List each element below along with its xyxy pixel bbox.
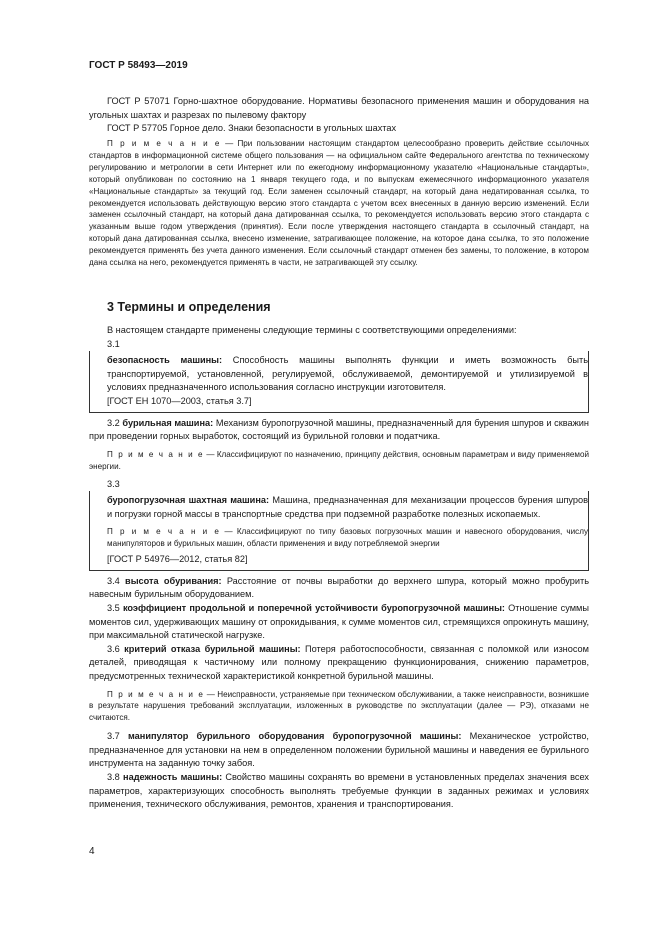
term-name: коэффициент продольной и поперечной устойчивости буропогрузочной машины: bbox=[122, 602, 505, 613]
term-number: 3.1 bbox=[107, 338, 120, 349]
term-number: 3.5 bbox=[107, 602, 120, 613]
term-name: надежность машины: bbox=[123, 772, 223, 782]
term-name: буропогрузочная шахтная машина: bbox=[107, 495, 270, 506]
term-name: критерий отказа бурильной машины: bbox=[124, 643, 301, 654]
term-definition: Отношение суммы моментов сил, удерживающих машину от опрокидывания, к сумме моментов сил, стремящихся опрокинуть машину, при максимальной статической нагрузке. bbox=[89, 602, 589, 641]
document-header: ГОСТ Р 58493—2019 bbox=[89, 60, 188, 71]
term-definition: Способность машины выполнять функции и иметь возможность быть транспортируемой, установленной, регулируемой, обслуживаемой, демонтируемой и утилизируемой в условиях предназначенного использования согласно инструкции изготовителя. bbox=[107, 355, 588, 393]
note-label: П р и м е ч а н и е bbox=[107, 139, 221, 148]
note-label: П р и м е ч а н и е bbox=[107, 527, 221, 537]
term-box-3-3 bbox=[89, 491, 589, 571]
term-number: 3.8 bbox=[107, 772, 120, 782]
term-definition: Механизм буропогрузочной машины, предназначенный для бурения шпуров и скважин при проведении горных выработок, состоящий из бурильной головки и податчика. bbox=[89, 417, 589, 442]
reference-item: ГОСТ Р 57705 Горное дело. Знаки безопасности в угольных шахтах bbox=[107, 123, 397, 134]
note-text: — При пользовании настоящим стандартом целесообразно проверить действие ссылочных стандартов в информационной системе общего пользования — на официальном сайте Федерального агентства по техническому регулированию и метрологии в сети Интернет или по ежегодному информационному указателю «Национальные стандарты», который опубликован по состоянию на 1 января текущего года, и по выпускам ежемесячного информационного указателя «Национальные стандарты» за текущий год. Если заменен ссылочный стандарт, на который дана недатированная ссылка, то рекомендуется использовать действующую версию этого стандарта с учетом всех внесенных в данную версию изменений. Если заменен ссылочный стандарт, на который дана датированная ссылка, то рекомендуется использовать версию этого стандарта с указанным выше годом утверждения (принятия). Если после утверждения настоящего стандарта в ссылочный стандарт, на который дана датированная ссылка, внесено изменение, затрагивающее положение, на которое дана ссылка, то это положение рекомендуется применять без учета данного изменения. Если ссылочный стандарт отменен без замены, то положение, в котором дана ссылка на него, рекомендуется применять в части, не затрагивающей эту ссылку. bbox=[89, 139, 590, 268]
references-block bbox=[89, 95, 589, 136]
term-definition: Потеря работоспособности, связанная с поломкой или износом деталей, приводящая к частичному или полному прекращению функционирования, снижению параметров, предусмотренных технической характеристикой конкретной бурильной машины. bbox=[89, 643, 589, 681]
term-name: бурильная машина: bbox=[122, 417, 214, 428]
term-source: [ГОСТ ЕН 1070—2003, статья 3.7] bbox=[107, 395, 252, 406]
term-name: высота обуривания: bbox=[125, 575, 222, 586]
intro-text: В настоящем стандарте применены следующие термины с соответствующими определениями: bbox=[107, 325, 517, 335]
term-number: 3.4 bbox=[107, 575, 120, 586]
page-number: 4 bbox=[89, 846, 95, 857]
term-name: безопасность машины: bbox=[107, 355, 223, 366]
term-definition: Свойство машины сохранять во времени в установленных пределах значения всех параметров, характеризующих способность выполнять требуемые функции в заданных режимах и условиях применения, технического обслуживания, ремонтов, хранения и транспортирования. bbox=[89, 772, 589, 810]
term-source: [ГОСТ Р 54976—2012, статья 82] bbox=[107, 554, 248, 565]
term-definition: Расстояние от почвы выработки до верхнего шпура, который можно пробурить навесным бурильным оборудованием. bbox=[89, 575, 589, 600]
note-text: — Классифицируют по назначению, принципу действия, основным параметрам и виду применяемой энергии. bbox=[89, 449, 589, 471]
term-number: 3.6 bbox=[107, 643, 120, 654]
term-name: манипулятор бурильного оборудования буропогрузочной машины: bbox=[127, 731, 462, 742]
term-number: 3.2 bbox=[107, 417, 120, 428]
term-number: 3.3 bbox=[107, 478, 120, 489]
note-label: П р и м е ч а н и е bbox=[107, 449, 204, 459]
note-label: П р и м е ч а н и е bbox=[107, 689, 205, 699]
term-box-3-1 bbox=[89, 351, 589, 412]
terms-block bbox=[89, 324, 589, 812]
term-number: 3.7 bbox=[107, 731, 120, 742]
term-definition: Машина, предназначенная для механизации процессов бурения шпуров и погрузки горной массы в транспортные средства при подземной разработке полезных ископаемых. bbox=[107, 495, 589, 519]
reference-item: ГОСТ Р 57071 Горно-шахтное оборудование. Нормативы безопасного применения машин и оборудования на угольных шахтах и разрезах по пылевому фактору bbox=[89, 96, 589, 120]
term-definition: Механическое устройство, предназначенное для установки на нем в определенном положении бурильной машины и наведения ее бурильного инструмента на заданную точку забоя. bbox=[89, 731, 589, 769]
note-text: — Классифицируют по типу базовых погрузочных машин и навесного оборудования, числу манипуляторов и бурильных машин, области применения и виду потребляемой энергии bbox=[107, 527, 588, 549]
section-title: 3 Термины и определения bbox=[107, 300, 271, 314]
references-note bbox=[89, 138, 589, 269]
note-text: — Неисправности, устраняемые при техническом обслуживании, а также неисправности, возникшие в результате нарушения требований эксплуатации, изложенных в руководстве по эксплуатации (далее — РЭ), отказами не считаются. bbox=[89, 689, 589, 723]
